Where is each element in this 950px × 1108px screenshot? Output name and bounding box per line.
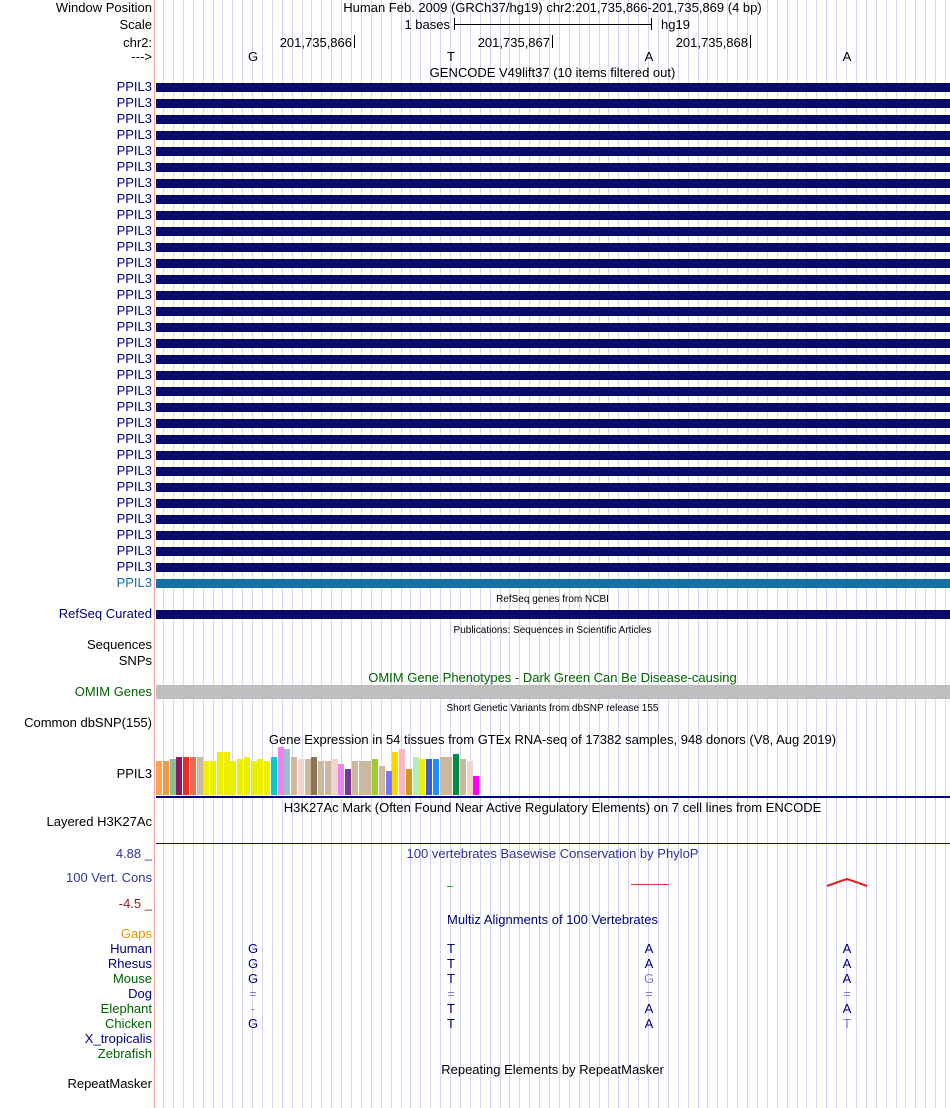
- position-tick-2: [552, 35, 553, 48]
- phylop-score-mark-3: [631, 884, 669, 885]
- multiz-aligned-base: A: [644, 1001, 654, 1016]
- gencode-transcript-label[interactable]: PPIL3: [116, 207, 152, 222]
- gtex-tissue-bar[interactable]: [163, 761, 169, 795]
- gtex-track-label[interactable]: PPIL3: [116, 766, 152, 781]
- gencode-transcript-bar[interactable]: [156, 243, 950, 252]
- gtex-tissue-bar[interactable]: [453, 754, 459, 795]
- gencode-transcript-label[interactable]: PPIL3: [116, 95, 152, 110]
- gencode-transcript-label[interactable]: PPIL3: [116, 319, 152, 334]
- ref-base-2: T: [447, 49, 455, 64]
- multiz-aligned-base: A: [842, 971, 852, 986]
- gtex-tissue-bar[interactable]: [419, 759, 425, 795]
- gtex-tissue-bar[interactable]: [203, 761, 209, 795]
- multiz-aligned-base: G: [247, 956, 259, 971]
- multiz-aligned-base: T: [447, 941, 455, 956]
- gtex-tissue-bar[interactable]: [176, 757, 182, 795]
- chrom-label: chr2:: [123, 35, 152, 50]
- omim-gene-bar[interactable]: [156, 685, 950, 699]
- gencode-transcript-bar[interactable]: [156, 467, 950, 476]
- gtex-tissue-bar[interactable]: [183, 757, 189, 795]
- multiz-species-label[interactable]: Mouse: [112, 971, 152, 986]
- gtex-tissue-bar[interactable]: [190, 757, 196, 795]
- refseq-track-title[interactable]: RefSeq genes from NCBI: [496, 594, 609, 605]
- gencode-transcript-label[interactable]: PPIL3: [116, 575, 152, 590]
- gtex-tissue-bar[interactable]: [345, 769, 351, 795]
- scale-bar-left-tick: [454, 18, 455, 30]
- gencode-transcript-bar[interactable]: [156, 515, 950, 524]
- gencode-transcript-label[interactable]: PPIL3: [116, 463, 152, 478]
- multiz-aligned-base: =: [645, 986, 653, 1001]
- gencode-transcript-label[interactable]: PPIL3: [116, 287, 152, 302]
- scale-label: Scale: [119, 17, 152, 32]
- gtex-tissue-bar[interactable]: [264, 761, 270, 795]
- gencode-transcript-label[interactable]: PPIL3: [116, 271, 152, 286]
- multiz-aligned-base: A: [842, 1001, 852, 1016]
- gencode-transcript-label[interactable]: PPIL3: [116, 111, 152, 126]
- gencode-transcript-bar[interactable]: [156, 387, 950, 396]
- gencode-transcript-bar[interactable]: [156, 323, 950, 332]
- multiz-species-label[interactable]: Rhesus: [107, 956, 152, 971]
- gencode-transcript-label[interactable]: PPIL3: [116, 223, 152, 238]
- h3k27ac-baseline: [156, 843, 950, 844]
- gtex-tissue-bar[interactable]: [318, 761, 324, 795]
- position-tick-3: [750, 35, 751, 48]
- gencode-transcript-label[interactable]: PPIL3: [116, 351, 152, 366]
- gencode-transcript-label[interactable]: PPIL3: [116, 127, 152, 142]
- gencode-transcript-bar[interactable]: [156, 371, 950, 380]
- ref-base-1: G: [247, 49, 259, 64]
- gencode-transcript-label[interactable]: PPIL3: [116, 159, 152, 174]
- ref-base-3: A: [644, 49, 654, 64]
- gtex-tissue-bar[interactable]: [311, 757, 317, 795]
- position-label-3: 201,735,868: [675, 35, 748, 50]
- gencode-transcript-label[interactable]: PPIL3: [116, 511, 152, 526]
- multiz-aligned-base: A: [644, 1016, 654, 1031]
- multiz-species-label[interactable]: Dog: [128, 986, 152, 1001]
- gencode-transcript-bar[interactable]: [156, 483, 950, 492]
- gencode-transcript-label[interactable]: PPIL3: [116, 527, 152, 542]
- gencode-transcript-label[interactable]: PPIL3: [116, 431, 152, 446]
- gencode-transcript-bar[interactable]: [156, 547, 950, 556]
- gtex-tissue-bar[interactable]: [271, 757, 277, 795]
- gencode-transcript-bar[interactable]: [156, 419, 950, 428]
- gtex-tissue-bar[interactable]: [291, 757, 297, 795]
- gtex-tissue-bar[interactable]: [406, 769, 412, 795]
- multiz-aligned-base: G: [247, 941, 259, 956]
- gencode-transcript-bar[interactable]: [156, 499, 950, 508]
- gencode-track-title[interactable]: GENCODE V49lift37 (10 items filtered out): [429, 65, 676, 80]
- gencode-transcript-bar[interactable]: [156, 227, 950, 236]
- gtex-tissue-bar[interactable]: [372, 759, 378, 795]
- gtex-tissue-bar[interactable]: [244, 757, 250, 795]
- gencode-transcript-bar[interactable]: [156, 99, 950, 108]
- multiz-species-label[interactable]: Chicken: [105, 1016, 152, 1031]
- window-position-label: Window Position: [55, 0, 152, 15]
- gtex-tissue-bar[interactable]: [237, 759, 243, 795]
- h3k27ac-track-label[interactable]: Layered H3K27Ac: [46, 814, 152, 829]
- gencode-transcript-label[interactable]: PPIL3: [116, 191, 152, 206]
- gtex-tissue-bar[interactable]: [156, 761, 162, 795]
- gencode-transcript-bar[interactable]: [156, 211, 950, 220]
- gtex-tissue-bar[interactable]: [210, 761, 216, 795]
- gtex-track-title[interactable]: Gene Expression in 54 tissues from GTEx RNA-seq of 17382 samples, 948 donors (V8, Aug 2019): [268, 732, 837, 747]
- multiz-aligned-base: -: [250, 1001, 256, 1016]
- publications-track-title[interactable]: Publications: Sequences in Scientific Articles: [453, 625, 652, 636]
- gencode-transcript-label[interactable]: PPIL3: [116, 303, 152, 318]
- gencode-transcript-label[interactable]: PPIL3: [116, 399, 152, 414]
- gencode-transcript-label[interactable]: PPIL3: [116, 383, 152, 398]
- h3k27ac-track-title[interactable]: H3K27Ac Mark (Often Found Near Active Regulatory Elements) on 7 cell lines from ENCODE: [283, 800, 822, 815]
- gencode-transcript-bar[interactable]: [156, 563, 950, 572]
- gtex-track-divider: [156, 796, 950, 798]
- gtex-tissue-bar[interactable]: [473, 776, 479, 795]
- gencode-transcript-label[interactable]: PPIL3: [116, 335, 152, 350]
- gencode-transcript-bar[interactable]: [156, 355, 950, 364]
- multiz-aligned-base: T: [843, 1016, 851, 1031]
- gencode-transcript-bar[interactable]: [156, 115, 950, 124]
- gtex-tissue-bar[interactable]: [325, 761, 331, 795]
- multiz-aligned-base: =: [447, 986, 455, 1001]
- gencode-transcript-label[interactable]: PPIL3: [116, 79, 152, 94]
- scale-assembly-text: hg19: [661, 17, 690, 32]
- sequences-label[interactable]: Sequences: [86, 637, 152, 652]
- multiz-aligned-base: T: [447, 971, 455, 986]
- gencode-transcript-label[interactable]: PPIL3: [116, 175, 152, 190]
- gencode-transcript-bar[interactable]: [156, 131, 950, 140]
- gtex-tissue-bar[interactable]: [379, 766, 385, 795]
- gencode-transcript-bar[interactable]: [156, 579, 950, 588]
- gencode-transcript-label[interactable]: PPIL3: [116, 367, 152, 382]
- scale-bar-right-tick: [651, 18, 652, 30]
- position-label-2: 201,735,867: [477, 35, 550, 50]
- position-tick-1: [354, 35, 355, 48]
- gencode-transcript-bar[interactable]: [156, 259, 950, 268]
- gtex-tissue-bar[interactable]: [426, 759, 432, 795]
- multiz-species-label[interactable]: Zebrafish: [97, 1046, 152, 1061]
- gtex-tissue-bar[interactable]: [338, 764, 344, 795]
- gencode-transcript-bar[interactable]: [156, 435, 950, 444]
- multiz-aligned-base: G: [247, 1016, 259, 1031]
- gtex-tissue-bar[interactable]: [284, 749, 290, 795]
- multiz-gaps-label: Gaps: [120, 926, 152, 941]
- scale-bar: [454, 24, 652, 25]
- phylop-track-label[interactable]: 100 Vert. Cons: [66, 870, 152, 885]
- gencode-transcript-bar[interactable]: [156, 451, 950, 460]
- refseq-gene-bar[interactable]: [156, 610, 950, 619]
- gencode-transcript-bar[interactable]: [156, 179, 950, 188]
- phylop-score-mark-2: [447, 886, 453, 887]
- gencode-transcript-label[interactable]: PPIL3: [116, 239, 152, 254]
- gtex-tissue-bar[interactable]: [433, 759, 439, 795]
- multiz-species-label[interactable]: Elephant: [100, 1001, 152, 1016]
- omim-track-label[interactable]: OMIM Genes: [74, 684, 152, 699]
- gencode-transcript-bar[interactable]: [156, 307, 950, 316]
- strand-label: --->: [131, 49, 152, 64]
- gencode-transcript-bar[interactable]: [156, 147, 950, 156]
- gtex-tissue-bar[interactable]: [217, 752, 223, 795]
- repeatmasker-track-label[interactable]: RepeatMasker: [67, 1076, 152, 1091]
- multiz-aligned-base: G: [247, 971, 259, 986]
- label-divider: [154, 0, 155, 1108]
- gencode-transcript-label[interactable]: PPIL3: [116, 559, 152, 574]
- refseq-track-label[interactable]: RefSeq Curated: [58, 606, 152, 621]
- gencode-transcript-bar[interactable]: [156, 83, 950, 92]
- dbsnp-track-title[interactable]: Short Genetic Variants from dbSNP release 155: [446, 703, 659, 714]
- scale-bases-text: 1 bases: [404, 17, 450, 32]
- ref-base-4: A: [842, 49, 852, 64]
- gtex-tissue-bar[interactable]: [460, 759, 466, 795]
- snps-label[interactable]: SNPs: [118, 653, 152, 668]
- gencode-transcript-bar[interactable]: [156, 195, 950, 204]
- phylop-max-label: 4.88 _: [115, 846, 152, 861]
- multiz-aligned-base: A: [644, 956, 654, 971]
- multiz-aligned-base: A: [842, 956, 852, 971]
- gtex-tissue-bar[interactable]: [230, 761, 236, 795]
- gencode-transcript-bar[interactable]: [156, 291, 950, 300]
- gencode-transcript-label[interactable]: PPIL3: [116, 415, 152, 430]
- gencode-transcript-label[interactable]: PPIL3: [116, 479, 152, 494]
- multiz-aligned-base: G: [643, 971, 655, 986]
- phylop-min-label: -4.5 _: [118, 896, 152, 911]
- gencode-transcript-bar[interactable]: [156, 531, 950, 540]
- multiz-aligned-base: A: [644, 941, 654, 956]
- omim-track-title[interactable]: OMIM Gene Phenotypes - Dark Green Can Be Disease-causing: [368, 670, 737, 685]
- dbsnp-track-label[interactable]: Common dbSNP(155): [24, 715, 152, 730]
- gencode-transcript-bar[interactable]: [156, 163, 950, 172]
- multiz-species-label[interactable]: X_tropicalis: [84, 1031, 152, 1046]
- gtex-tissue-bar[interactable]: [257, 759, 263, 795]
- multiz-aligned-base: A: [842, 941, 852, 956]
- multiz-aligned-base: T: [447, 1016, 455, 1031]
- gencode-transcript-bar[interactable]: [156, 275, 950, 284]
- gencode-transcript-label[interactable]: PPIL3: [116, 543, 152, 558]
- gtex-tissue-bar[interactable]: [446, 757, 452, 795]
- gencode-transcript-label[interactable]: PPIL3: [116, 255, 152, 270]
- gencode-transcript-bar[interactable]: [156, 339, 950, 348]
- gtex-tissue-bar[interactable]: [298, 759, 304, 795]
- multiz-aligned-base: =: [843, 986, 851, 1001]
- multiz-species-label[interactable]: Human: [110, 941, 152, 956]
- repeatmasker-track-title[interactable]: Repeating Elements by RepeatMasker: [441, 1062, 664, 1077]
- position-label-1: 201,735,866: [279, 35, 352, 50]
- gtex-tissue-bar[interactable]: [399, 749, 405, 795]
- gencode-transcript-bar[interactable]: [156, 403, 950, 412]
- phylop-score-mark-4: [826, 878, 868, 888]
- multiz-track-title[interactable]: Multiz Alignments of 100 Vertebrates: [446, 912, 658, 927]
- multiz-aligned-base: T: [447, 956, 455, 971]
- gencode-transcript-label[interactable]: PPIL3: [116, 495, 152, 510]
- multiz-aligned-base: =: [249, 986, 257, 1001]
- gtex-tissue-bar[interactable]: [352, 761, 358, 795]
- window-position-text: Human Feb. 2009 (GRCh37/hg19) chr2:201,735,866-201,735,869 (4 bp): [343, 0, 762, 15]
- multiz-aligned-base: T: [447, 1001, 455, 1016]
- gtex-tissue-bar[interactable]: [365, 761, 371, 795]
- gtex-tissue-bar[interactable]: [392, 752, 398, 795]
- gencode-transcript-label[interactable]: PPIL3: [116, 447, 152, 462]
- gencode-transcript-label[interactable]: PPIL3: [116, 143, 152, 158]
- phylop-track-title[interactable]: 100 vertebrates Basewise Conservation by PhyloP: [406, 846, 699, 861]
